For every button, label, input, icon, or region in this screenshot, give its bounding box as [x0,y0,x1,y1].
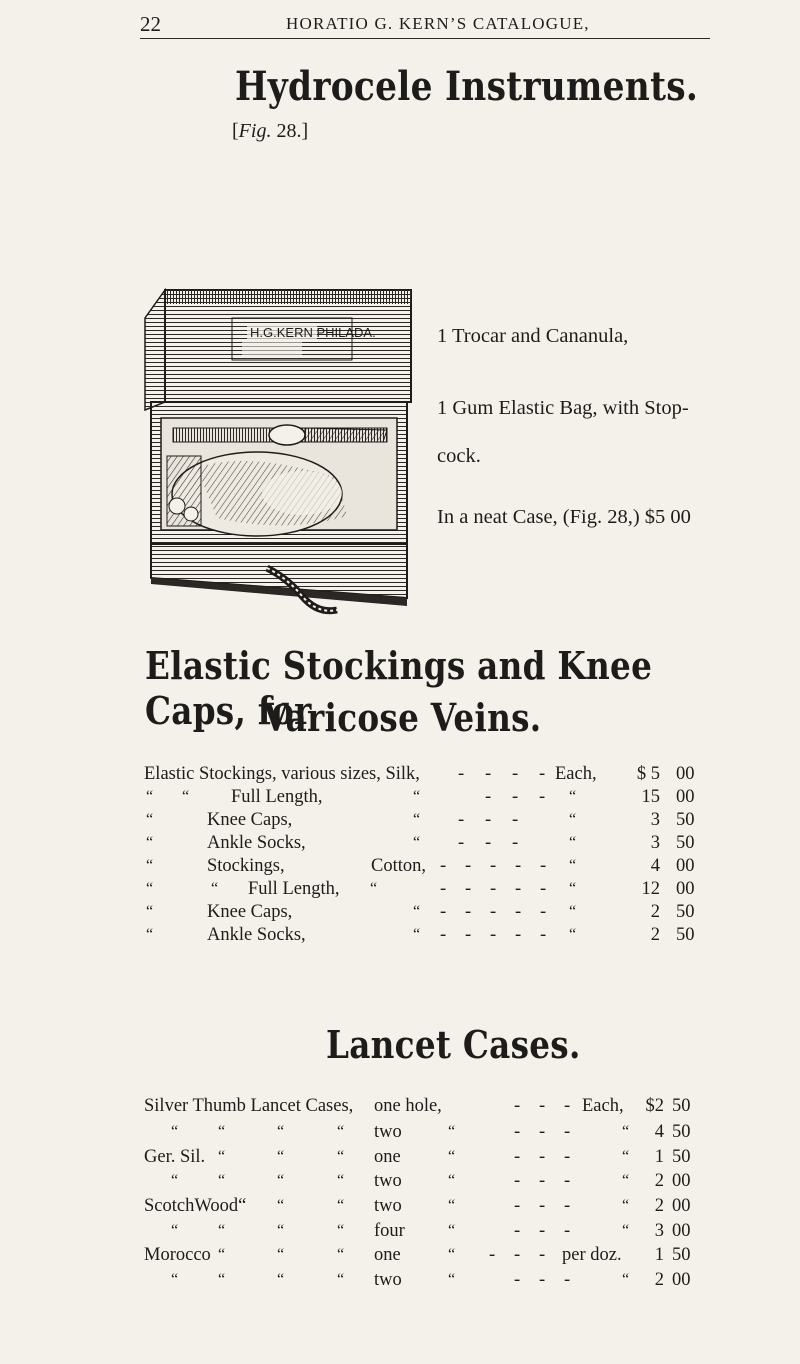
dash: - [540,856,547,876]
ditto-mark: “ [413,788,421,805]
stockings-dollars: 2 [650,925,660,945]
dash: - [539,764,546,784]
dash: - [539,1171,546,1191]
ditto-mark: “ [146,926,154,943]
lancet-unit: Each, [582,1096,624,1116]
stockings-cents: 50 [676,810,695,830]
ditto-mark: “ [448,1172,456,1189]
lancet-holes: four [374,1221,405,1241]
case-tray [151,402,407,544]
dash: - [458,764,465,784]
ditto-mark: “ [337,1222,345,1239]
dash: - [564,1270,571,1290]
ditto-mark: “ [218,1123,226,1140]
dash: - [490,925,497,945]
stockings-row [0,902,800,926]
lancet-cents: 50 [672,1245,691,1265]
lancet-cents: 50 [672,1122,691,1142]
lancet-dollars: $2 [645,1096,664,1116]
dash: - [512,810,519,830]
stockings-row [0,925,800,949]
stockings-title: Elastic Stockings and Knee Caps, for [145,643,653,733]
stockings-dollars: 12 [641,879,660,899]
lancet-cents: 00 [672,1221,691,1241]
lancet-row [0,1096,800,1120]
stockings-cents: 00 [676,787,695,807]
dash: - [564,1221,571,1241]
lancet-dollars: 1 [654,1245,664,1265]
ditto-mark: “ [218,1271,226,1288]
dash: - [514,1270,521,1290]
stockings-row [0,787,800,811]
stockings-cents: 50 [676,833,695,853]
dash: - [564,1096,571,1116]
lancet-label: Morocco [144,1245,211,1265]
page-number: 22 [140,12,161,36]
ditto-mark: “ [569,857,577,874]
hydrocele-item-trocar: 1 Trocar and Cananula, [437,325,629,347]
lancet-holes: one [374,1245,401,1265]
ditto-mark: “ [448,1197,456,1214]
lancet-cents: 00 [672,1196,691,1216]
ditto-mark: “ [337,1271,345,1288]
dash: - [514,1122,521,1142]
dash: - [515,856,522,876]
stockings-item: Full Length, [231,787,323,807]
lancet-holes: one [374,1147,401,1167]
ditto-mark: “ [211,880,219,897]
ditto-mark: “ [218,1246,226,1263]
ditto-mark: “ [413,834,421,851]
stockings-item: Knee Caps, [207,902,293,922]
dash: - [440,879,447,899]
dash: - [564,1171,571,1191]
dash: - [440,856,447,876]
ditto-mark: “ [622,1271,630,1288]
header-rule [140,38,710,39]
ditto-mark: “ [569,834,577,851]
dash: - [515,879,522,899]
dash: - [512,833,519,853]
lancet-title: Lancet Cases. [326,1022,581,1067]
ditto-mark: “ [448,1222,456,1239]
dash: - [564,1147,571,1167]
ditto-mark: “ [448,1246,456,1263]
ditto-mark: “ [622,1172,630,1189]
figure-label-fig: Fig. [238,120,272,142]
lancet-holes: two [374,1270,402,1290]
dash: - [512,787,519,807]
ditto-mark: “ [277,1172,285,1189]
stockings-row [0,856,800,880]
stockings-dollars: 3 [650,833,660,853]
figure-label-number: 28.] [271,120,309,142]
dash: - [539,1221,546,1241]
figure-label [232,120,308,143]
stockings-dollars: 15 [641,787,660,807]
stockings-row [0,764,800,788]
stockings-dollars: 3 [650,810,660,830]
ditto-mark: “ [569,788,577,805]
ditto-mark: “ [448,1148,456,1165]
ditto-mark: “ [146,903,154,920]
dash: - [514,1147,521,1167]
ditto-mark: “ [337,1148,345,1165]
lancet-row [0,1147,800,1171]
lancet-label: Ger. Sil. [144,1147,206,1167]
dash: - [539,1196,546,1216]
dash: - [514,1196,521,1216]
ditto-mark: “ [413,811,421,828]
ditto-mark: “ [413,903,421,920]
ditto-mark: “ [337,1246,345,1263]
dash: - [539,1270,546,1290]
stockings-item: Full Length, [248,879,340,899]
ditto-mark: “ [337,1123,345,1140]
lancet-dollars: 4 [654,1122,664,1142]
hydrocele-price: In a neat Case, (Fig. 28,) $5 00 [437,506,691,528]
dash: - [539,1122,546,1142]
stockings-dollars: 4 [650,856,660,876]
dash: - [539,787,546,807]
dash: - [465,856,472,876]
lancet-holes: two [374,1196,402,1216]
stockings-row [0,833,800,857]
ditto-mark: “ [370,880,378,897]
ditto-mark: “ [622,1197,630,1214]
stockings-item: Ankle Socks, [207,833,306,853]
dash: - [540,902,547,922]
lancet-dollars: 1 [654,1147,664,1167]
case-lettering: H.G.KERN PHILADA. [250,325,376,340]
dash: - [514,1171,521,1191]
ditto-mark: “ [413,926,421,943]
dash: - [540,879,547,899]
page-header [140,12,712,38]
lancet-row [0,1196,800,1220]
dash: - [485,764,492,784]
dash: - [514,1096,521,1116]
dash: - [465,925,472,945]
lancet-dollars: 2 [654,1270,664,1290]
ditto-mark: “ [171,1123,179,1140]
lancet-row [0,1171,800,1195]
stockings-cents: 50 [676,902,695,922]
hydrocele-item-bag: 1 Gum Elastic Bag, with Stop- [437,397,689,419]
ditto-mark: “ [218,1148,226,1165]
dash: - [539,1096,546,1116]
dash: - [539,1147,546,1167]
lancet-row [0,1221,800,1245]
stockings-row [0,879,800,903]
ditto-mark: “ [337,1172,345,1189]
stockings-material: Cotton, [371,856,426,876]
running-head: HORATIO G. KERN’S CATALOGUE, [286,14,590,33]
stockings-cents: 00 [676,879,695,899]
lancet-label: ScotchWood“ [144,1196,247,1216]
stockings-cents: 00 [676,856,695,876]
stockings-item: Knee Caps, [207,810,293,830]
ditto-mark: “ [277,1246,285,1263]
ditto-mark: “ [171,1222,179,1239]
ditto-mark: “ [218,1172,226,1189]
dash: - [458,833,465,853]
dash: - [485,787,492,807]
stockings-item: Stockings, [207,856,285,876]
ditto-mark: “ [569,880,577,897]
lancet-dollars: 2 [654,1196,664,1216]
lancet-label: Silver Thumb Lancet Cases, [144,1096,354,1116]
stockings-subtitle: Varicose Veins. [263,695,542,740]
stockings-item: Ankle Socks, [207,925,306,945]
lancet-cents: 00 [672,1270,691,1290]
hydrocele-item-bag-cont: cock. [437,445,481,467]
dash: - [490,902,497,922]
ditto-mark: “ [569,903,577,920]
dash: - [564,1196,571,1216]
dash: - [515,925,522,945]
dash: - [540,925,547,945]
case-lid [145,290,411,410]
ditto-mark: “ [277,1271,285,1288]
ditto-mark: “ [146,857,154,874]
ditto-mark: “ [448,1123,456,1140]
hydrocele-title: Hydrocele Instruments. [235,63,699,110]
lancet-unit: per doz. [562,1245,622,1265]
dash: - [515,902,522,922]
lancet-cents: 50 [672,1147,691,1167]
dash: - [490,856,497,876]
stockings-item: Elastic Stockings, various sizes, Silk, [144,764,420,784]
ditto-mark: “ [277,1148,285,1165]
dash: - [512,764,519,784]
dash: - [485,833,492,853]
lancet-row [0,1122,800,1146]
ditto-mark: “ [218,1222,226,1239]
dash: - [539,1245,546,1265]
stockings-cents: 00 [676,764,695,784]
ditto-mark: “ [569,926,577,943]
dash: - [514,1221,521,1241]
lancet-holes: two [374,1122,402,1142]
dash: - [440,902,447,922]
dash: - [564,1122,571,1142]
hydrocele-case-illustration [137,278,415,636]
ditto-mark: “ [146,834,154,851]
ditto-mark: “ [569,811,577,828]
dash: - [440,925,447,945]
lancet-cents: 00 [672,1171,691,1191]
dash: - [465,879,472,899]
figure-label-bracket: [ [232,120,239,142]
lancet-holes: two [374,1171,402,1191]
dash: - [465,902,472,922]
ditto-mark: “ [277,1222,285,1239]
stockings-dollars: 2 [650,902,660,922]
ditto-mark: “ [182,788,190,805]
lancet-row [0,1270,800,1294]
dash: - [458,810,465,830]
ditto-mark: “ [337,1197,345,1214]
ditto-mark: “ [146,788,154,805]
lancet-dollars: 2 [654,1171,664,1191]
ditto-mark: “ [146,811,154,828]
lancet-cents: 50 [672,1096,691,1116]
stockings-dollars: $ 5 [636,764,660,784]
ditto-mark: “ [277,1123,285,1140]
dash: - [485,810,492,830]
ditto-mark: “ [146,880,154,897]
ditto-mark: “ [622,1148,630,1165]
lancet-holes: one hole, [374,1096,442,1116]
ditto-mark: “ [171,1271,179,1288]
ditto-mark: “ [171,1172,179,1189]
dash: - [514,1245,521,1265]
dash: - [490,879,497,899]
ditto-mark: “ [622,1222,630,1239]
ditto-mark: “ [622,1123,630,1140]
stockings-row [0,810,800,834]
dash: - [489,1245,496,1265]
lancet-row [0,1245,800,1269]
ditto-mark: “ [277,1197,285,1214]
lancet-dollars: 3 [654,1221,664,1241]
ditto-mark: “ [448,1271,456,1288]
stockings-unit: Each, [555,764,597,784]
stockings-cents: 50 [676,925,695,945]
